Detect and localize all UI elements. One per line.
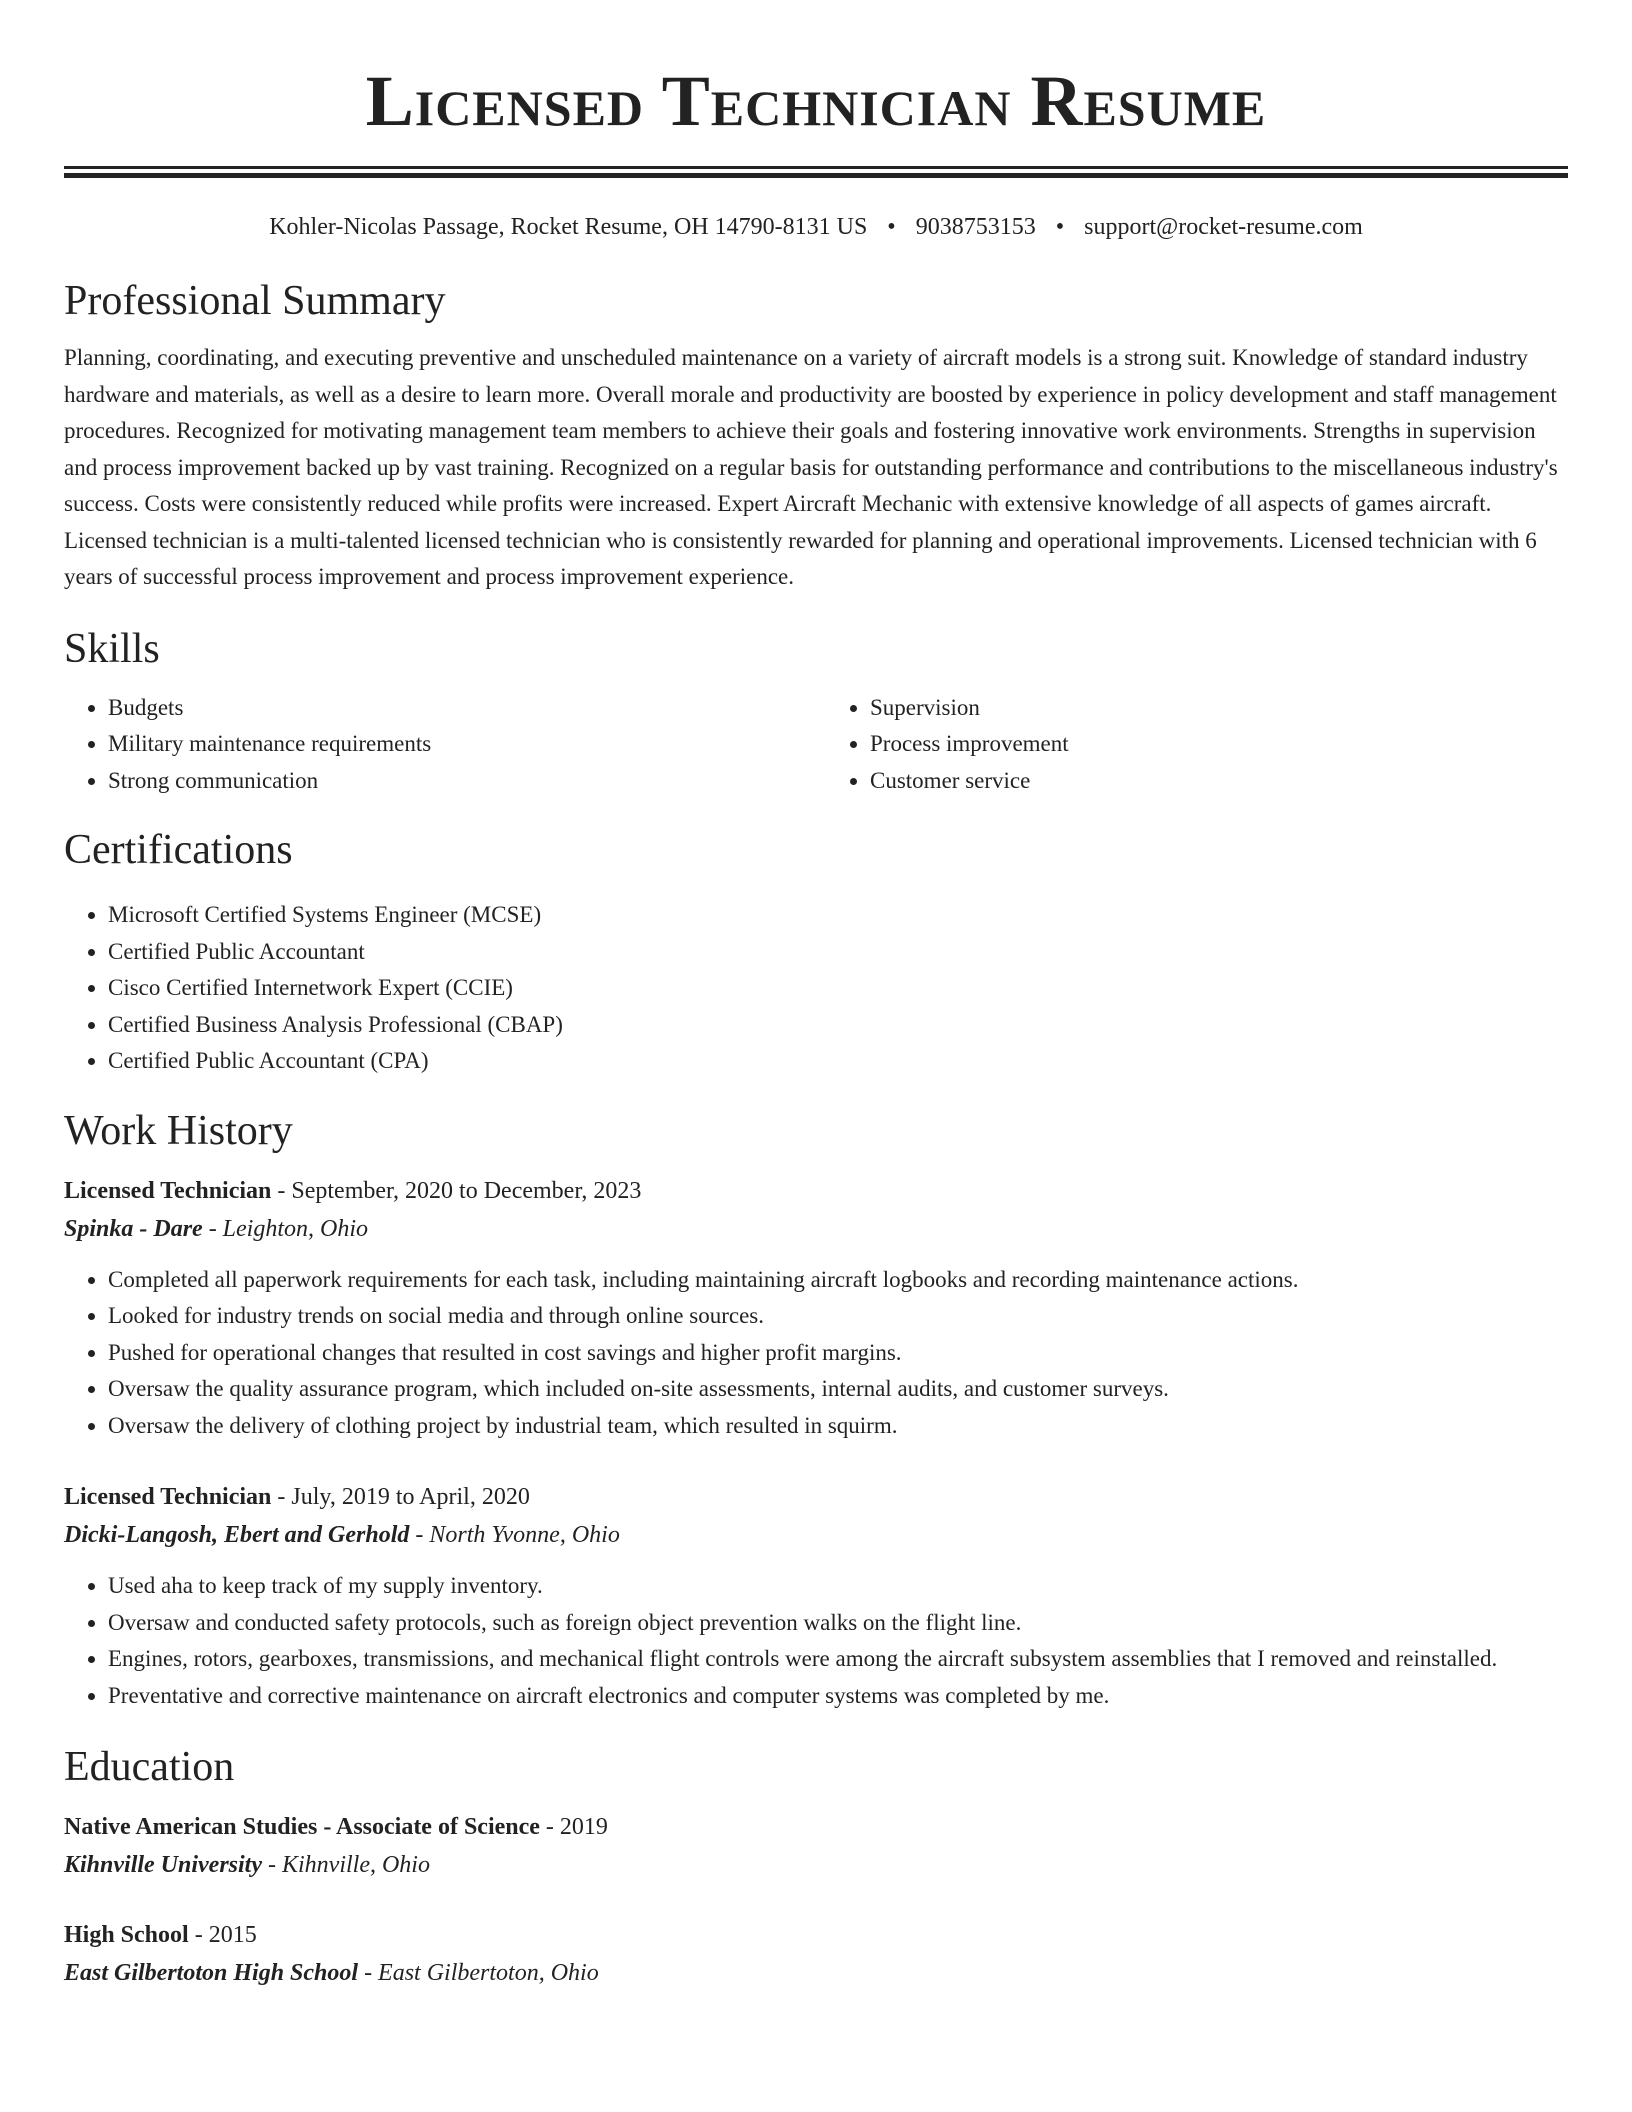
- skills-list-right: [826, 690, 1568, 800]
- resume-page: [64, 0, 1568, 1992]
- skill-item: • Process improvement: [870, 726, 1568, 763]
- professional-summary-section: [64, 276, 1568, 596]
- skill-item: • Strong communication: [108, 763, 806, 800]
- section-heading-skills: Skills: [64, 625, 160, 672]
- employer-name: Dicki-Langosh, Ebert and Gerhold: [64, 1522, 410, 1548]
- school-location: - Kihnville, Ohio: [262, 1852, 430, 1878]
- degree-line: [64, 1916, 1568, 1954]
- section-heading-summary: Professional Summary: [64, 278, 446, 324]
- job-bullet: • Oversaw the quality assurance program, which included on-site assessments, internal audits, and customer surveys.: [108, 1371, 1568, 1408]
- job-title-line: [64, 1172, 1568, 1210]
- certifications-list: [64, 897, 1568, 1080]
- section-heading-certifications: Certifications: [64, 827, 293, 873]
- skills-grid: [64, 690, 1568, 800]
- school-line: [64, 1954, 1568, 1992]
- job-bullet: • Completed all paperwork requirements for each task, including maintaining aircraft logbooks and recording maintenance actions.: [108, 1262, 1568, 1299]
- certification-item: • Certified Business Analysis Professional (CBAP): [108, 1007, 1568, 1044]
- contact-phone: 9038753153: [915, 214, 1036, 240]
- contact-separator: •: [887, 214, 896, 240]
- employer-location: - North Yvonne, Ohio: [409, 1522, 620, 1548]
- skill-item: • Supervision: [870, 690, 1568, 727]
- skills-list-left: [64, 690, 806, 800]
- contact-address: Kohler-Nicolas Passage, Rocket Resume, OH 14790-8131 US: [269, 214, 868, 240]
- skills-section: [64, 624, 1568, 800]
- job-title: Licensed Technician: [64, 1484, 272, 1510]
- certification-item: • Certified Public Accountant (CPA): [108, 1043, 1568, 1080]
- education-section: [64, 1742, 1568, 1992]
- title-divider: [64, 166, 1568, 178]
- section-heading-work-history: Work History: [64, 1107, 293, 1154]
- job-title: Licensed Technician: [64, 1177, 272, 1204]
- school-name: East Gilbertoton High School: [64, 1960, 359, 1986]
- job-bullet: • Pushed for operational changes that resulted in cost savings and higher profit margins.: [108, 1335, 1568, 1372]
- school-name: Kihnville University: [64, 1852, 262, 1878]
- employer-line: [64, 1516, 1568, 1554]
- certifications-section: [64, 825, 1568, 1080]
- school-location: - East Gilbertoton, Ohio: [358, 1960, 599, 1986]
- education-entry: [64, 1808, 1568, 1884]
- job-title-line: [64, 1478, 1568, 1516]
- job-bullet-list: [64, 1262, 1568, 1445]
- job-bullet: • Used aha to keep track of my supply inventory.: [108, 1568, 1568, 1605]
- job-bullet: • Looked for industry trends on social media and through online sources.: [108, 1298, 1568, 1335]
- job-dates: - September, 2020 to December, 2023: [271, 1177, 642, 1204]
- resume-title: Licensed Technician Resume: [365, 61, 1267, 141]
- degree-name: High School: [64, 1922, 189, 1948]
- school-line: [64, 1846, 1568, 1884]
- degree-name: Native American Studies - Associate of Science: [64, 1814, 540, 1840]
- contact-separator: •: [1055, 214, 1065, 240]
- section-heading-education: Education: [64, 1744, 235, 1790]
- employer-location: - Leighton, Ohio: [202, 1215, 369, 1242]
- contact-email: support@rocket-resume.com: [1084, 214, 1363, 240]
- job-entry: [64, 1478, 1568, 1714]
- employer-name: Spinka - Dare: [64, 1215, 203, 1242]
- summary-text: Planning, coordinating, and executing preventive and unscheduled maintenance on a variety of aircraft models is a strong suit. Knowledge of standard industry hardware and materials, as well as a desire to learn more. Overall morale and productivity are boosted by experience in policy development and staff management procedures. Recognized for motivating management team members to achieve their goals and fostering innovative work environments. Strengths in supervision and process improvement backed up by vast training. Recognized on a regular basis for outstanding performance and contributions to the miscellaneous industry's success. Costs were consistently reduced while profits were increased. Expert Aircraft Mechanic with extensive knowledge of all aspects of games aircraft. Licensed technician is a multi-talented licensed technician who is consistently rewarded for planning and operational improvements. Licensed technician with 6 years of successful process improvement and process improvement experience.: [64, 345, 1558, 589]
- degree-year: - 2015: [188, 1922, 257, 1948]
- contact-line: [64, 212, 1568, 242]
- job-bullet: • Oversaw and conducted safety protocols, such as foreign object prevention walks on the flight line.: [108, 1605, 1568, 1642]
- education-entry: [64, 1916, 1568, 1992]
- employer-line: [64, 1210, 1568, 1248]
- job-bullet: • Oversaw the delivery of clothing project by industrial team, which resulted in squirm.: [108, 1408, 1568, 1445]
- degree-line: [64, 1808, 1568, 1846]
- skill-item: • Customer service: [870, 763, 1568, 800]
- job-bullet: • Engines, rotors, gearboxes, transmissions, and mechanical flight controls were among the aircraft subsystem assemblies that I removed and reinstalled.: [108, 1641, 1568, 1678]
- certification-item: • Microsoft Certified Systems Engineer (MCSE): [108, 897, 1568, 934]
- skill-item: • Budgets: [108, 690, 806, 727]
- job-entry: [64, 1172, 1568, 1445]
- job-bullet: • Preventative and corrective maintenance on aircraft electronics and computer systems was completed by me.: [108, 1678, 1568, 1715]
- certification-item: • Cisco Certified Internetwork Expert (CCIE): [108, 970, 1568, 1007]
- work-history-section: [64, 1106, 1568, 1715]
- skill-item: • Military maintenance requirements: [108, 726, 806, 763]
- job-dates: - July, 2019 to April, 2020: [271, 1484, 530, 1510]
- job-bullet-list: [64, 1568, 1568, 1714]
- degree-year: - 2019: [539, 1814, 608, 1840]
- certification-item: • Certified Public Accountant: [108, 934, 1568, 971]
